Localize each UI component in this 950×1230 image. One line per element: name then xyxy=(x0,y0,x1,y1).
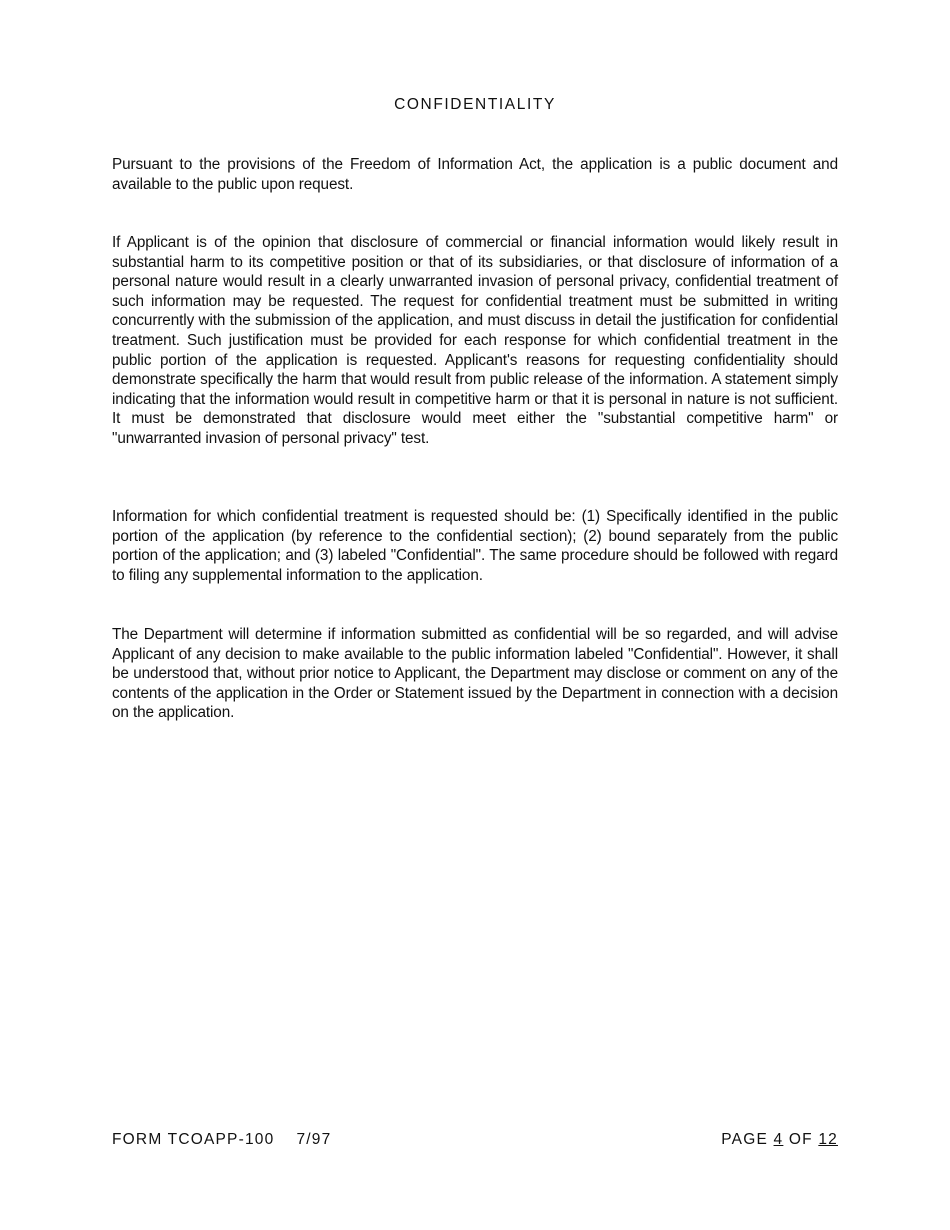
page-prefix: PAGE xyxy=(721,1131,769,1148)
footer-form-id xyxy=(112,1131,331,1149)
paragraph-identification-requirements: Information for which confidential treatment is requested should be: (1) Specifically identified in the public portion of the application (by reference to the confidential section); (2) bound separately from the public portion of the application; and (3) labeled "Confidential". The same procedure should be followed with regard to filing any supplemental information to the application. xyxy=(112,508,838,584)
page-title: CONFIDENTIALITY xyxy=(394,96,556,113)
paragraph-confidential-request: If Applicant is of the opinion that disclosure of commercial or financial information would likely result in substantial harm to its competitive position or that of its subsidiaries, or that disclosure of information of a personal nature would result in a clearly unwarranted invasion of personal privacy, confidential treatment of such information may be requested. The request for confidential treatment must be submitted in writing concurrently with the submission of the application, and must discuss in detail the justification for confidential treatment. Such justification must be provided for each response for which confidential treatment in the public portion of the application is requested. Applicant's reasons for requesting confidentiality should demonstrate specifically the harm that would result from public release of the information. A statement simply indicating that the information would result in competitive harm or that it is personal in nature is not sufficient. It must be demonstrated that disclosure would meet either the "substantial competitive harm" or "unwarranted invasion of personal privacy" test. xyxy=(112,234,838,447)
page-current: 4 xyxy=(773,1131,784,1148)
footer-page-number xyxy=(721,1131,838,1149)
form-number: FORM TCOAPP-100 xyxy=(112,1131,275,1148)
page-of: OF xyxy=(788,1131,813,1148)
page-total: 12 xyxy=(818,1131,838,1148)
paragraph-department-determination: The Department will determine if information submitted as confidential will be so regarded, and will advise Applicant of any decision to make available to the public information labeled "Confidential". However, it shall be understood that, without prior notice to Applicant, the Department may disclose or comment on any of the contents of the application in the Order or Statement issued by the Department in connection with a decision on the application. xyxy=(112,626,838,722)
paragraph-foia: Pursuant to the provisions of the Freedom of Information Act, the application is a public document and available to the public upon request. xyxy=(112,156,838,193)
form-date: 7/97 xyxy=(296,1131,332,1148)
